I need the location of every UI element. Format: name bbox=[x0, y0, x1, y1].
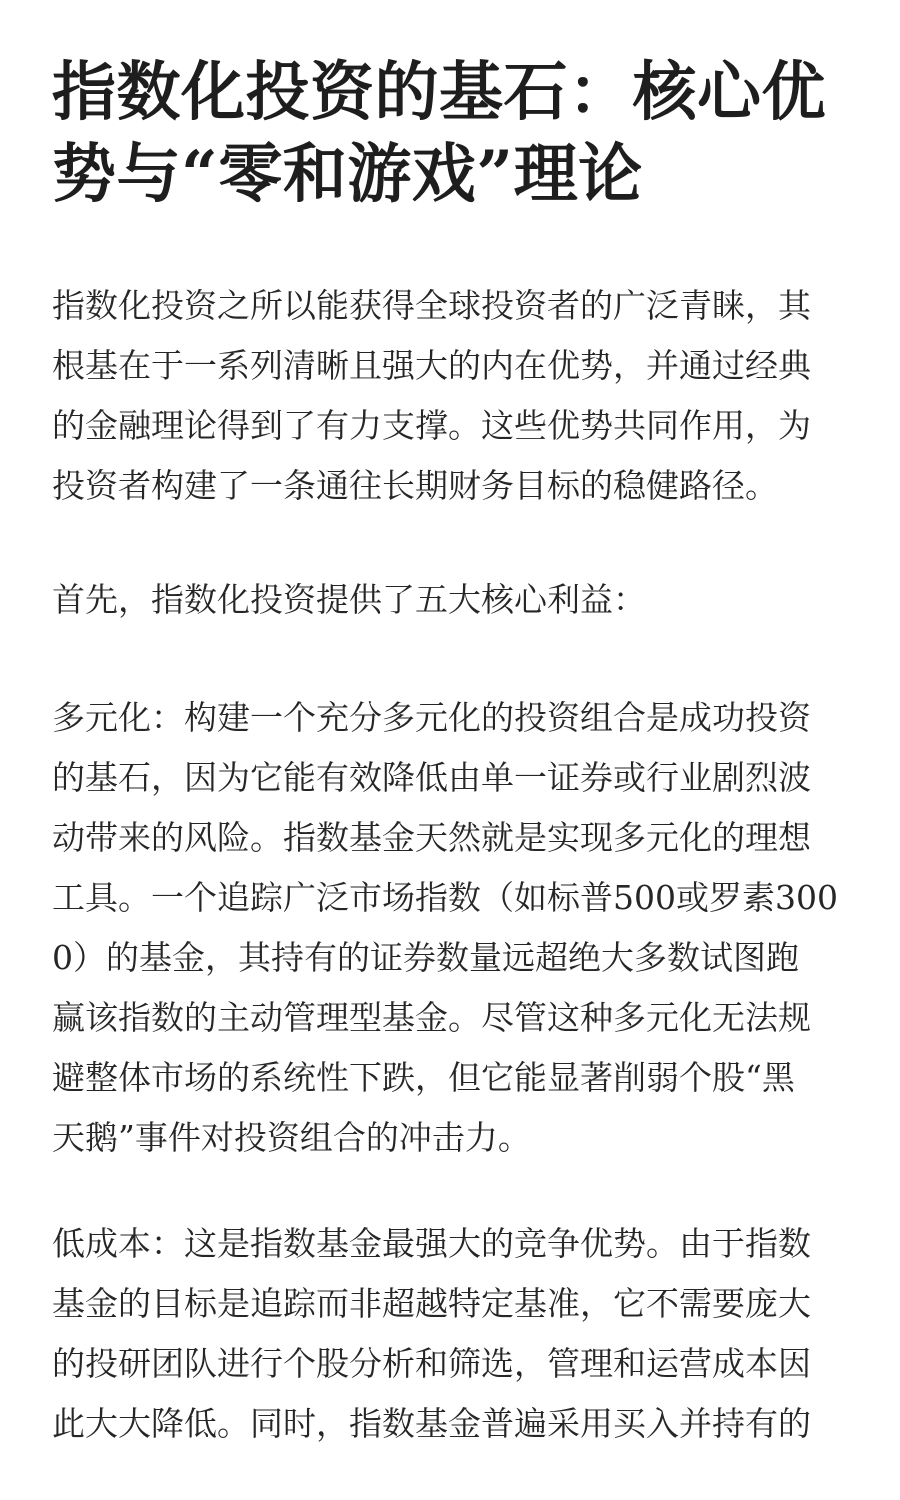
title-line: 指数化投资的基石：核心优 bbox=[52, 55, 826, 130]
text-line: 工具。一个追踪广泛市场指数（如标普500或罗素300 bbox=[52, 878, 838, 917]
text-line: 0）的基金，其持有的证券数量远超绝大多数试图跑 bbox=[52, 938, 799, 977]
text-line: 低成本：这是指数基金最强大的竞争优势。由于指数 bbox=[52, 1224, 811, 1263]
text-line: 天鹅”事件对投资组合的冲击力。 bbox=[52, 1118, 531, 1157]
text-line: 投资者构建了一条通往长期财务目标的稳健路径。 bbox=[52, 466, 778, 505]
text-line: 赢该指数的主动管理型基金。尽管这种多元化无法规 bbox=[52, 998, 811, 1037]
text-line: 根基在于一系列清晰且强大的内在优势，并通过经典 bbox=[52, 346, 811, 385]
text-line: 基金的目标是追踪而非超越特定基准，它不需要庞大 bbox=[52, 1284, 811, 1323]
text-line: 首先，指数化投资提供了五大核心利益： bbox=[52, 580, 646, 619]
text-line: 指数化投资之所以能获得全球投资者的广泛青睐，其 bbox=[52, 286, 811, 325]
paragraph-diversification bbox=[52, 688, 872, 1168]
text-line: 的基石，因为它能有效降低由单一证券或行业剧烈波 bbox=[52, 758, 811, 797]
paragraph-intro bbox=[52, 276, 872, 516]
text-line: 的金融理论得到了有力支撑。这些优势共同作用，为 bbox=[52, 406, 811, 445]
text-line: 多元化：构建一个充分多元化的投资组合是成功投资 bbox=[52, 698, 811, 737]
text-line: 的投研团队进行个股分析和筛选，管理和运营成本因 bbox=[52, 1344, 811, 1383]
text-line: 此大大降低。同时，指数基金普遍采用买入并持有的 bbox=[52, 1404, 811, 1443]
paragraph-benefits-lead bbox=[52, 570, 872, 630]
title-line: 势与“零和游戏”理论 bbox=[52, 137, 643, 212]
article-title bbox=[52, 52, 852, 216]
paragraph-low-cost bbox=[52, 1214, 872, 1454]
text-line: 避整体市场的系统性下跌，但它能显著削弱个股“黑 bbox=[52, 1058, 795, 1097]
text-line: 动带来的风险。指数基金天然就是实现多元化的理想 bbox=[52, 818, 811, 857]
